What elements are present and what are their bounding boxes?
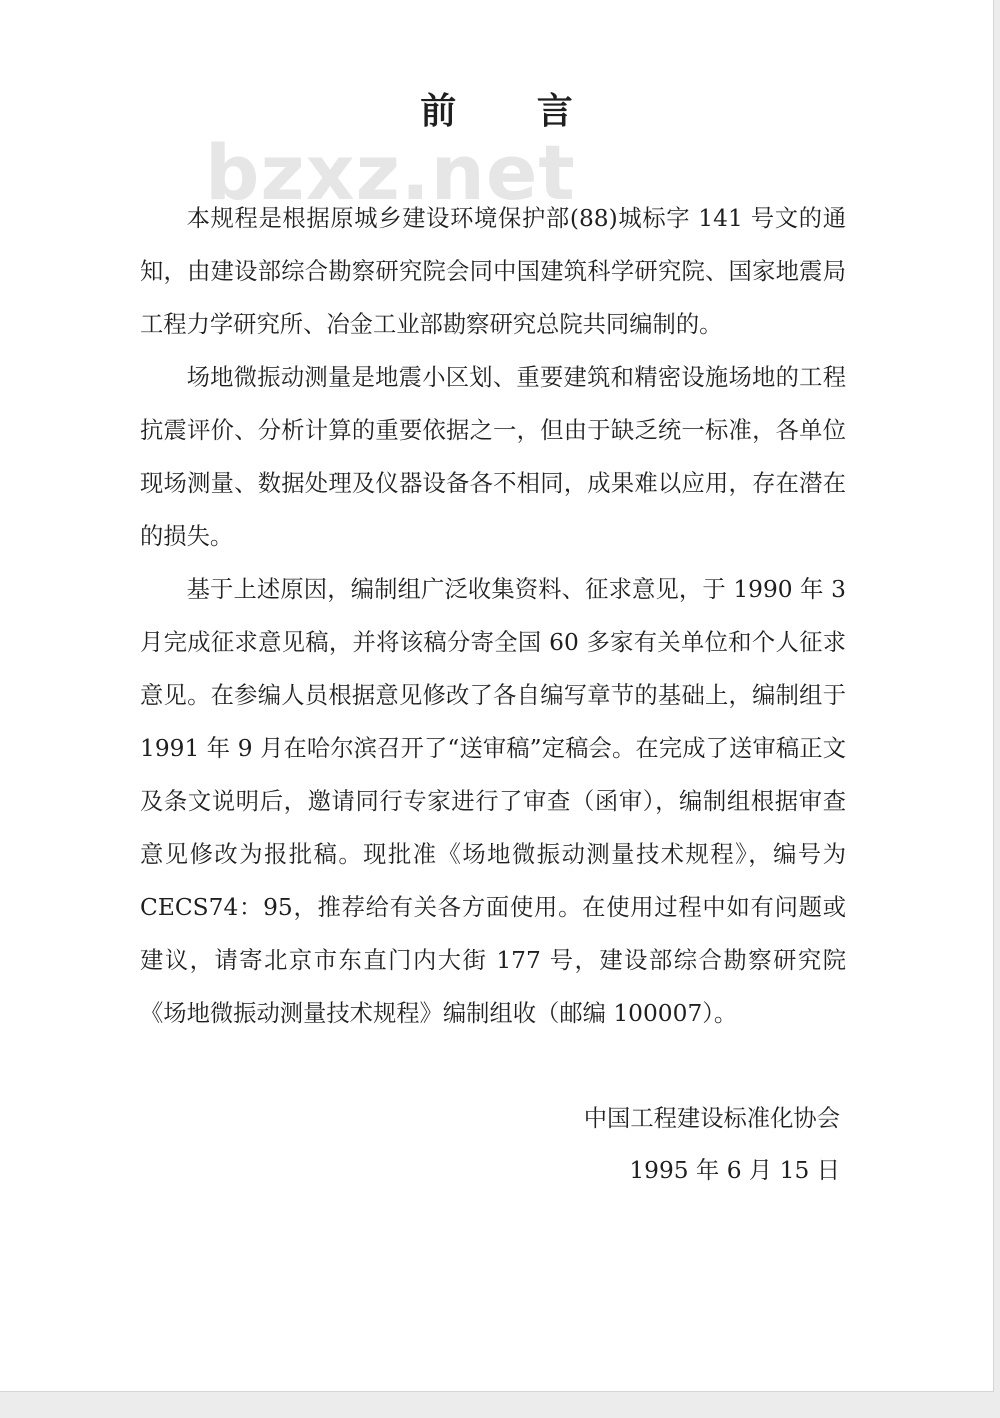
signature-date: 1995 年 6 月 15 日	[629, 1157, 840, 1184]
paragraph: 本规程是根据原城乡建设环境保护部(88)城标字 141 号文的通知，由建设部综合勘察研究院会同中国建筑科学研究院、国家地震局工程力学研究所、冶金工业部勘察研究总院共同编制的。	[140, 205, 846, 338]
page-title: 前 言	[420, 90, 607, 132]
paragraph: 基于上述原因，编制组广泛收集资料、征求意见，于 1990 年 3 月完成征求意见稿，并将该稿分寄全国 60 多家有关单位和个人征求意见。在参编人员根据意见修改了各自编写章节的基础上，编制组于 1991 年 9 月在哈尔滨召开了“送审稿”定稿会。在完成了送审稿正文及条文说明后，邀请同行专家进行了审查（函审），编制组根据审查意见修改为报批稿。现批准《场地微振动测量技术规程》，编号为 CECS74：95，推荐给有关各方面使用。在使用过程中如有问题或建议，请寄北京市东直门内大街 177 号，建设部综合勘察研究院《场地微振动测量技术规程》编制组收（邮编 100007）。	[140, 576, 846, 1027]
signature-organization: 中国工程建设标准化协会	[583, 1105, 840, 1132]
body-text	[140, 192, 846, 1040]
paragraph: 场地微振动测量是地震小区划、重要建筑和精密设施场地的工程抗震评价、分析计算的重要依据之一，但由于缺乏统一标准，各单位现场测量、数据处理及仪器设备各不相同，成果难以应用，存在潜在的损失。	[140, 364, 846, 550]
watermark: bzxz.net	[205, 128, 576, 217]
